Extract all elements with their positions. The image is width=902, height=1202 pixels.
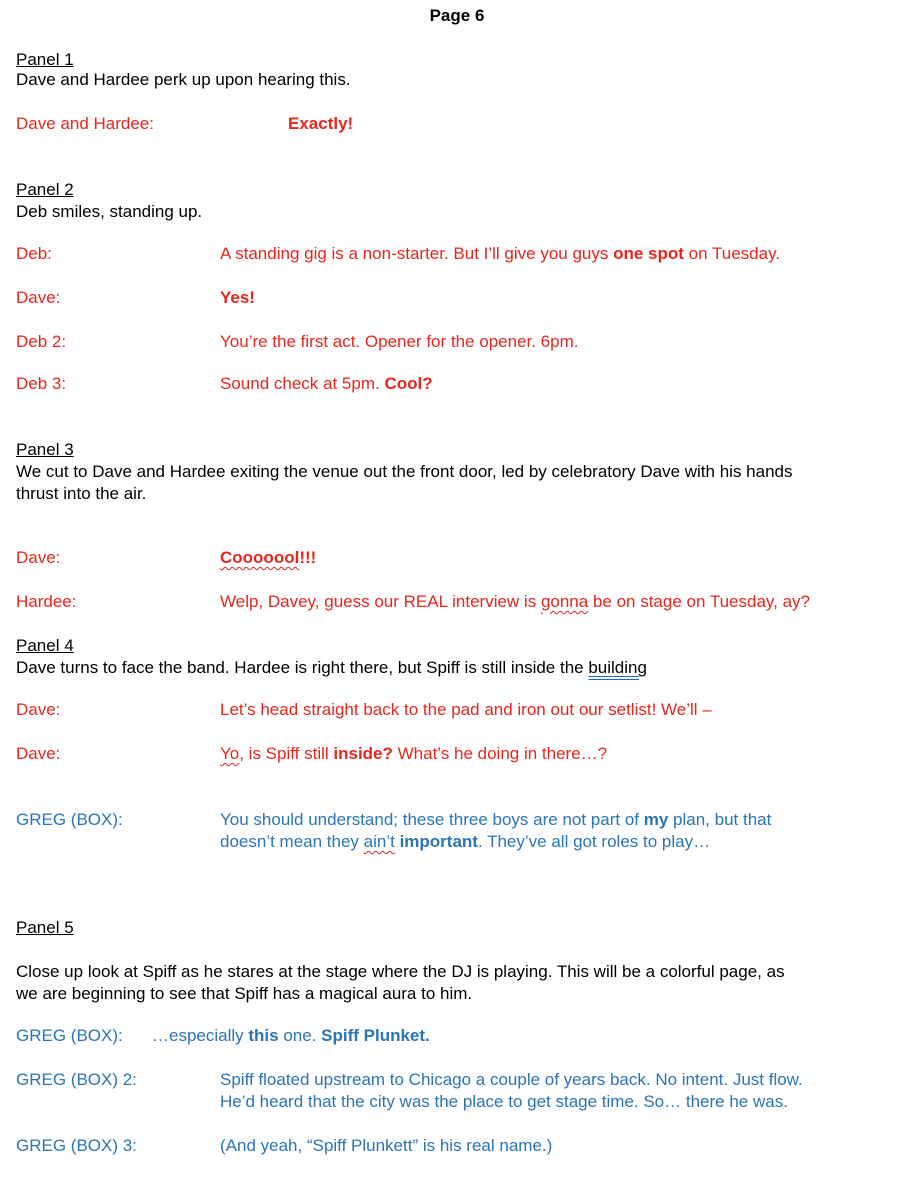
panel-2-dialogue-1: A standing gig is a non-starter. But I’ll give you guys one spot on Tuesday. bbox=[220, 244, 781, 263]
panel-3-description-line-1: We cut to Dave and Hardee exiting the venue out the front door, led by celebratory Dave with his hands bbox=[16, 462, 793, 481]
panel-3-description-line-2: thrust into the air. bbox=[16, 484, 147, 503]
panel-2-speaker-4: Deb 3: bbox=[16, 374, 67, 393]
panel-5-caption-2-line-1: Spiff floated upstream to Chicago a couple of years back. No intent. Just flow. bbox=[220, 1070, 803, 1089]
panel-4-speaker-2: Dave: bbox=[16, 744, 61, 763]
panel-5-caption-1-speaker: GREG (BOX): bbox=[16, 1026, 123, 1045]
panel-1-description: Dave and Hardee perk up upon hearing this. bbox=[16, 70, 351, 89]
panel-5-caption-1: …especially this one. Spiff Plunket. bbox=[152, 1026, 430, 1045]
panel-2-description: Deb smiles, standing up. bbox=[16, 202, 203, 221]
panel-1-dialogue-1: Exactly! bbox=[288, 114, 354, 133]
panel-4-caption-line-2: doesn’t mean they ain’t important. They’ve all got roles to play… bbox=[220, 832, 711, 851]
panel-4-heading: Panel 4 bbox=[16, 636, 74, 655]
panel-2-heading: Panel 2 bbox=[16, 180, 74, 199]
panel-5-caption-2-speaker: GREG (BOX) 2: bbox=[16, 1070, 137, 1089]
panel-3-speaker-1: Dave: bbox=[16, 548, 61, 567]
panel-5-caption-3: (And yeah, “Spiff Plunkett” is his real name.) bbox=[220, 1136, 553, 1155]
panel-2-speaker-1: Deb: bbox=[16, 244, 52, 263]
panel-4-caption-line-1: You should understand; these three boys are not part of my plan, but that bbox=[220, 810, 772, 829]
panel-2-dialogue-4: Sound check at 5pm. Cool? bbox=[220, 374, 433, 393]
panel-4-caption-speaker: GREG (BOX): bbox=[16, 810, 123, 829]
panel-4-speaker-1: Dave: bbox=[16, 700, 61, 719]
panel-5-caption-3-speaker: GREG (BOX) 3: bbox=[16, 1136, 137, 1155]
panel-5-description-line-2: we are beginning to see that Spiff has a magical aura to him. bbox=[16, 984, 473, 1003]
panel-5-description-line-1: Close up look at Spiff as he stares at the stage where the DJ is playing. This will be a colorful page, as bbox=[16, 962, 785, 981]
panel-2-speaker-3: Deb 2: bbox=[16, 332, 67, 351]
page-title: Page 6 bbox=[429, 6, 485, 25]
panel-4-dialogue-2: Yo, is Spiff still inside? What’s he doing in there…? bbox=[220, 744, 608, 763]
panel-3-dialogue-2: Welp, Davey, guess our REAL interview is gonna be on stage on Tuesday, ay? bbox=[220, 592, 811, 611]
panel-1-heading: Panel 1 bbox=[16, 50, 74, 69]
panel-4-dialogue-1: Let’s head straight back to the pad and iron out our setlist! We’ll – bbox=[220, 700, 712, 719]
panel-4-description: Dave turns to face the band. Hardee is right there, but Spiff is still inside the building bbox=[16, 658, 647, 677]
panel-3-dialogue-1: Cooooool!!! bbox=[220, 548, 317, 567]
panel-1-speaker-1: Dave and Hardee: bbox=[16, 114, 154, 133]
panel-5-caption-2-line-2: He’d heard that the city was the place to get stage time. So… there he was. bbox=[220, 1092, 788, 1111]
panel-2-dialogue-2: Yes! bbox=[220, 288, 255, 307]
panel-2-speaker-2: Dave: bbox=[16, 288, 61, 307]
panel-3-heading: Panel 3 bbox=[16, 440, 74, 459]
panel-5-heading: Panel 5 bbox=[16, 918, 74, 937]
panel-3-speaker-2: Hardee: bbox=[16, 592, 77, 611]
panel-2-dialogue-3: You’re the first act. Opener for the opener. 6pm. bbox=[220, 332, 579, 351]
